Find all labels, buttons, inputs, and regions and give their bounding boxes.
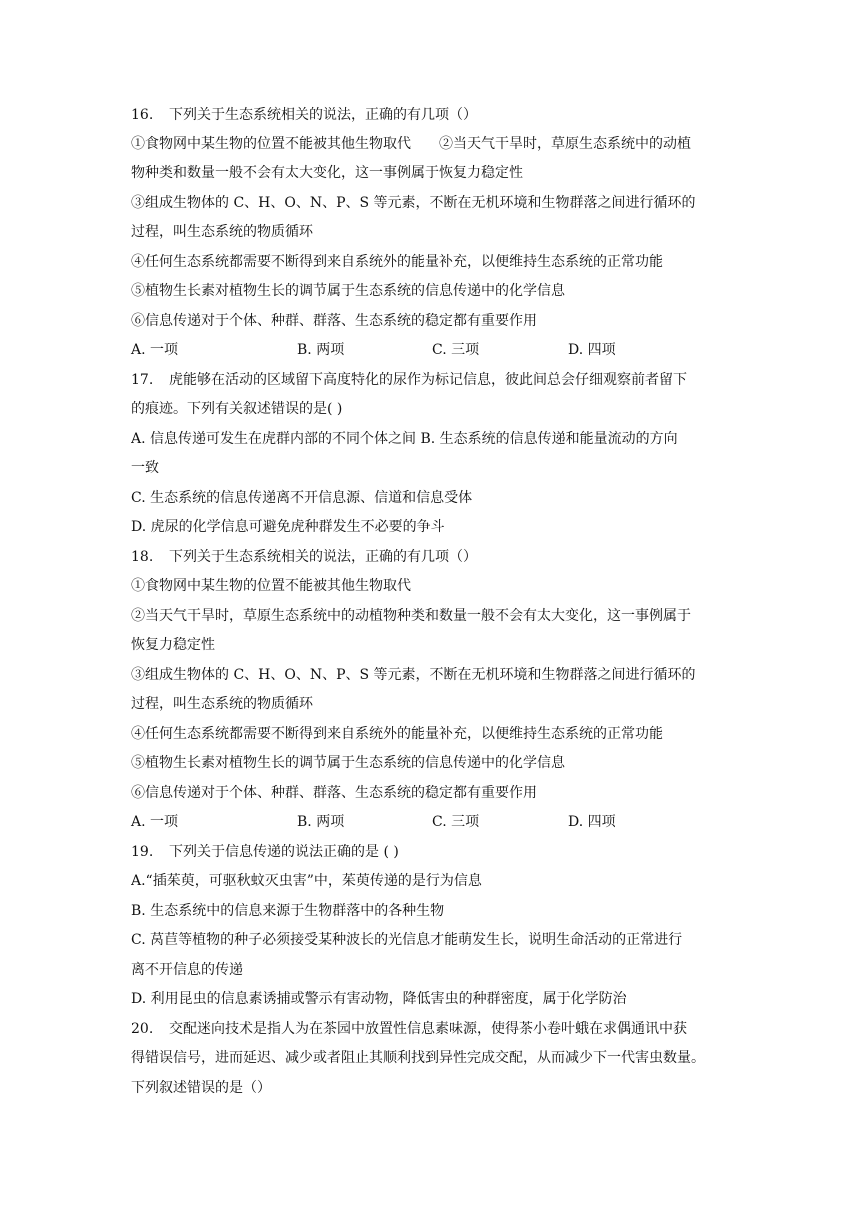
question-number: 19. xyxy=(131,844,154,860)
question-20-stem: 20. 交配迷向技术是指人为在茶园中放置性信息素味源，使得茶小卷叶蛾在求偶通讯中获 xyxy=(131,1021,687,1037)
question-16-line: 物种类和数量一般不会有太大变化，这一事例属于恢复力稳定性 xyxy=(131,165,523,181)
question-17-line: 一致 xyxy=(131,460,159,476)
question-16-option-d: D. 四项 xyxy=(568,342,616,358)
question-17-line: 的痕迹。下列有关叙述错误的是( ) xyxy=(131,401,343,417)
question-19-line: A.“插茱萸，可驱秋蚊灭虫害”中，茱萸传递的是行为信息 xyxy=(131,873,482,889)
question-18-line: ③组成生物体的 C、H、O、N、P、S 等元素，不断在无机环境和生物群落之间进行循环的 xyxy=(131,667,696,683)
question-18-line: ④任何生态系统都需要不断得到来自系统外的能量补充，以便维持生态系统的正常功能 xyxy=(131,726,663,742)
question-16-line: ⑤植物生长素对植物生长的调节属于生态系统的信息传递中的化学信息 xyxy=(131,283,565,299)
question-16-option-a: A. 一项 xyxy=(131,342,179,358)
question-number: 18. xyxy=(131,549,154,565)
question-16-line: ①食物网中某生物的位置不能被其他生物取代 ②当天气干旱时，草原生态系统中的动植 xyxy=(131,136,691,152)
question-18-line: ⑤植物生长素对植物生长的调节属于生态系统的信息传递中的化学信息 xyxy=(131,755,565,771)
question-16-line: ⑥信息传递对于个体、种群、群落、生态系统的稳定都有重要作用 xyxy=(131,313,537,329)
question-16-option-c: C. 三项 xyxy=(432,342,480,358)
question-18-stem: 18. 下列关于生态系统相关的说法，正确的有几项（） xyxy=(131,549,477,565)
question-19-line: C. 莴苣等植物的种子必须接受某种波长的光信息才能萌发生长，说明生命活动的正常进行 xyxy=(131,932,683,948)
question-18-line: 过程，叫生态系统的物质循环 xyxy=(131,696,313,712)
question-18-line: ⑥信息传递对于个体、种群、群落、生态系统的稳定都有重要作用 xyxy=(131,785,537,801)
question-19-line: 离不开信息的传递 xyxy=(131,962,243,978)
question-16-line: ④任何生态系统都需要不断得到来自系统外的能量补充，以便维持生态系统的正常功能 xyxy=(131,254,663,270)
question-17-line: A. 信息传递可发生在虎群内部的不同个体之间 B. 生态系统的信息传递和能量流动的方向 xyxy=(131,431,678,447)
question-20-line: 下列叙述错误的是（） xyxy=(131,1080,271,1096)
question-16-stem: 16. 下列关于生态系统相关的说法，正确的有几项（） xyxy=(131,107,477,123)
question-16-line: ③组成生物体的 C、H、O、N、P、S 等元素，不断在无机环境和生物群落之间进行循环的 xyxy=(131,195,696,211)
question-16-option-b: B. 两项 xyxy=(297,342,345,358)
question-16-line: 过程，叫生态系统的物质循环 xyxy=(131,224,313,240)
question-number: 17. xyxy=(131,372,154,388)
question-number: 16. xyxy=(131,107,154,123)
question-20-line: 得错误信号，进而延迟、减少或者阻止其顺利找到异性完成交配，从而减少下一代害虫数量。 xyxy=(131,1050,705,1066)
question-18-option-a: A. 一项 xyxy=(131,814,179,830)
question-17-stem: 17. 虎能够在活动的区域留下高度特化的尿作为标记信息，彼此间总会仔细观察前者留下 xyxy=(131,372,687,388)
question-17-line: D. 虎尿的化学信息可避免虎种群发生不必要的争斗 xyxy=(131,519,445,535)
question-18-option-c: C. 三项 xyxy=(432,814,480,830)
question-18-option-b: B. 两项 xyxy=(297,814,345,830)
question-18-line: ①食物网中某生物的位置不能被其他生物取代 xyxy=(131,578,411,594)
question-17-line: C. 生态系统的信息传递离不开信息源、信道和信息受体 xyxy=(131,490,473,506)
question-18-line: 恢复力稳定性 xyxy=(131,637,215,653)
question-19-stem: 19. 下列关于信息传递的说法正确的是 ( ) xyxy=(131,844,399,860)
question-19-line: B. 生态系统中的信息来源于生物群落中的各种生物 xyxy=(131,903,445,919)
question-18-line: ②当天气干旱时，草原生态系统中的动植物种类和数量一般不会有太大变化，这一事例属于 xyxy=(131,608,691,624)
question-number: 20. xyxy=(131,1021,154,1037)
question-19-line: D. 利用昆虫的信息素诱捕或警示有害动物，降低害虫的种群密度，属于化学防治 xyxy=(131,991,627,1007)
question-18-option-d: D. 四项 xyxy=(568,814,616,830)
